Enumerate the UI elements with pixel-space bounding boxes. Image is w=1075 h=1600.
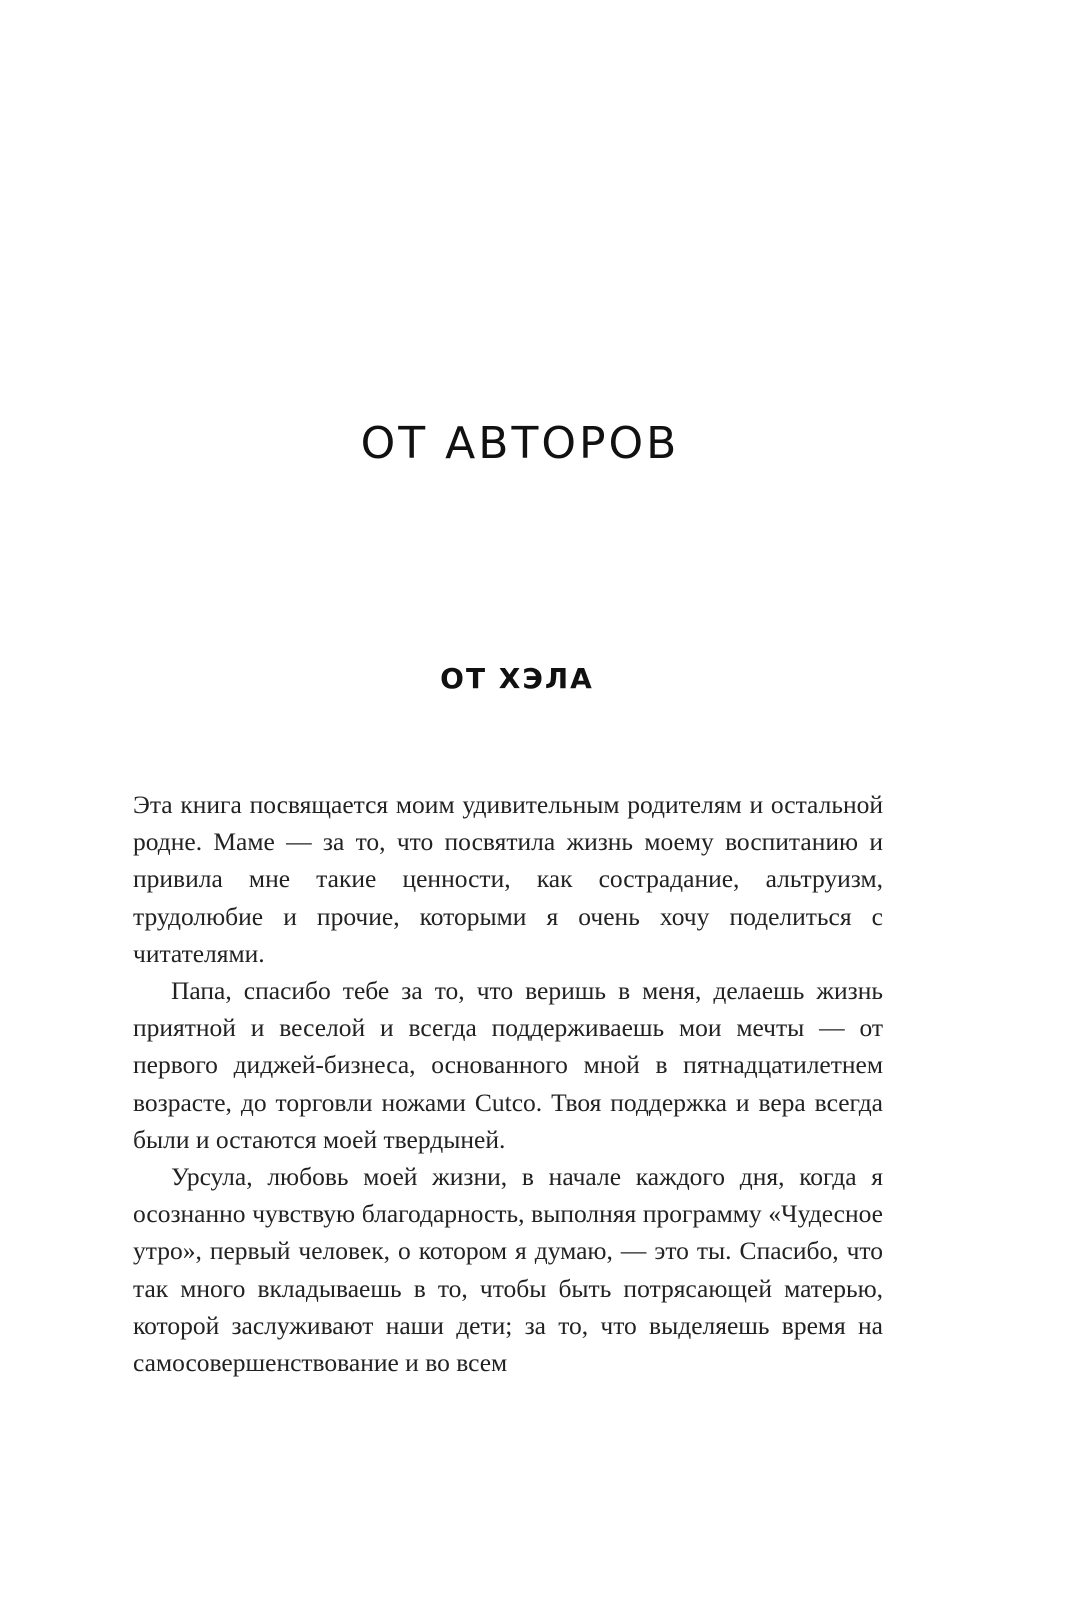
- paragraph-2: Папа, спасибо тебе за то, что веришь в меня, делаешь жизнь приятной и веселой и всегда поддерживаешь мои мечты — от первого диджей-бизнеса, основанного мной в пятнадцатилетнем возрасте, до торговли ножами Cutco. Твоя поддержка и вера всегда были и остаются моей твердыней.: [133, 976, 883, 1154]
- section-title: ОТ ХЭЛА: [440, 662, 594, 695]
- chapter-title: ОТ АВТОРОВ: [360, 418, 680, 469]
- paragraph-1: Эта книга посвящается моим удивительным родителям и остальной родне. Маме — за то, что посвятила жизнь моему воспитанию и привила мне такие ценности, как сострадание, альтруизм, трудолюбие и прочие, которыми я очень хочу поделиться с читателями.: [133, 790, 883, 968]
- paragraph-3: Урсула, любовь моей жизни, в начале каждого дня, когда я осознанно чувствую благодарность, выполняя программу «Чудесное утро», первый человек, о котором я думаю, — это ты. Спасибо, что так много вкладываешь в то, чтобы быть потрясающей матерью, которой заслуживают наши дети; за то, что выделяешь время на самосовершенствование и во всем: [133, 1162, 883, 1378]
- body-text: [133, 786, 883, 1381]
